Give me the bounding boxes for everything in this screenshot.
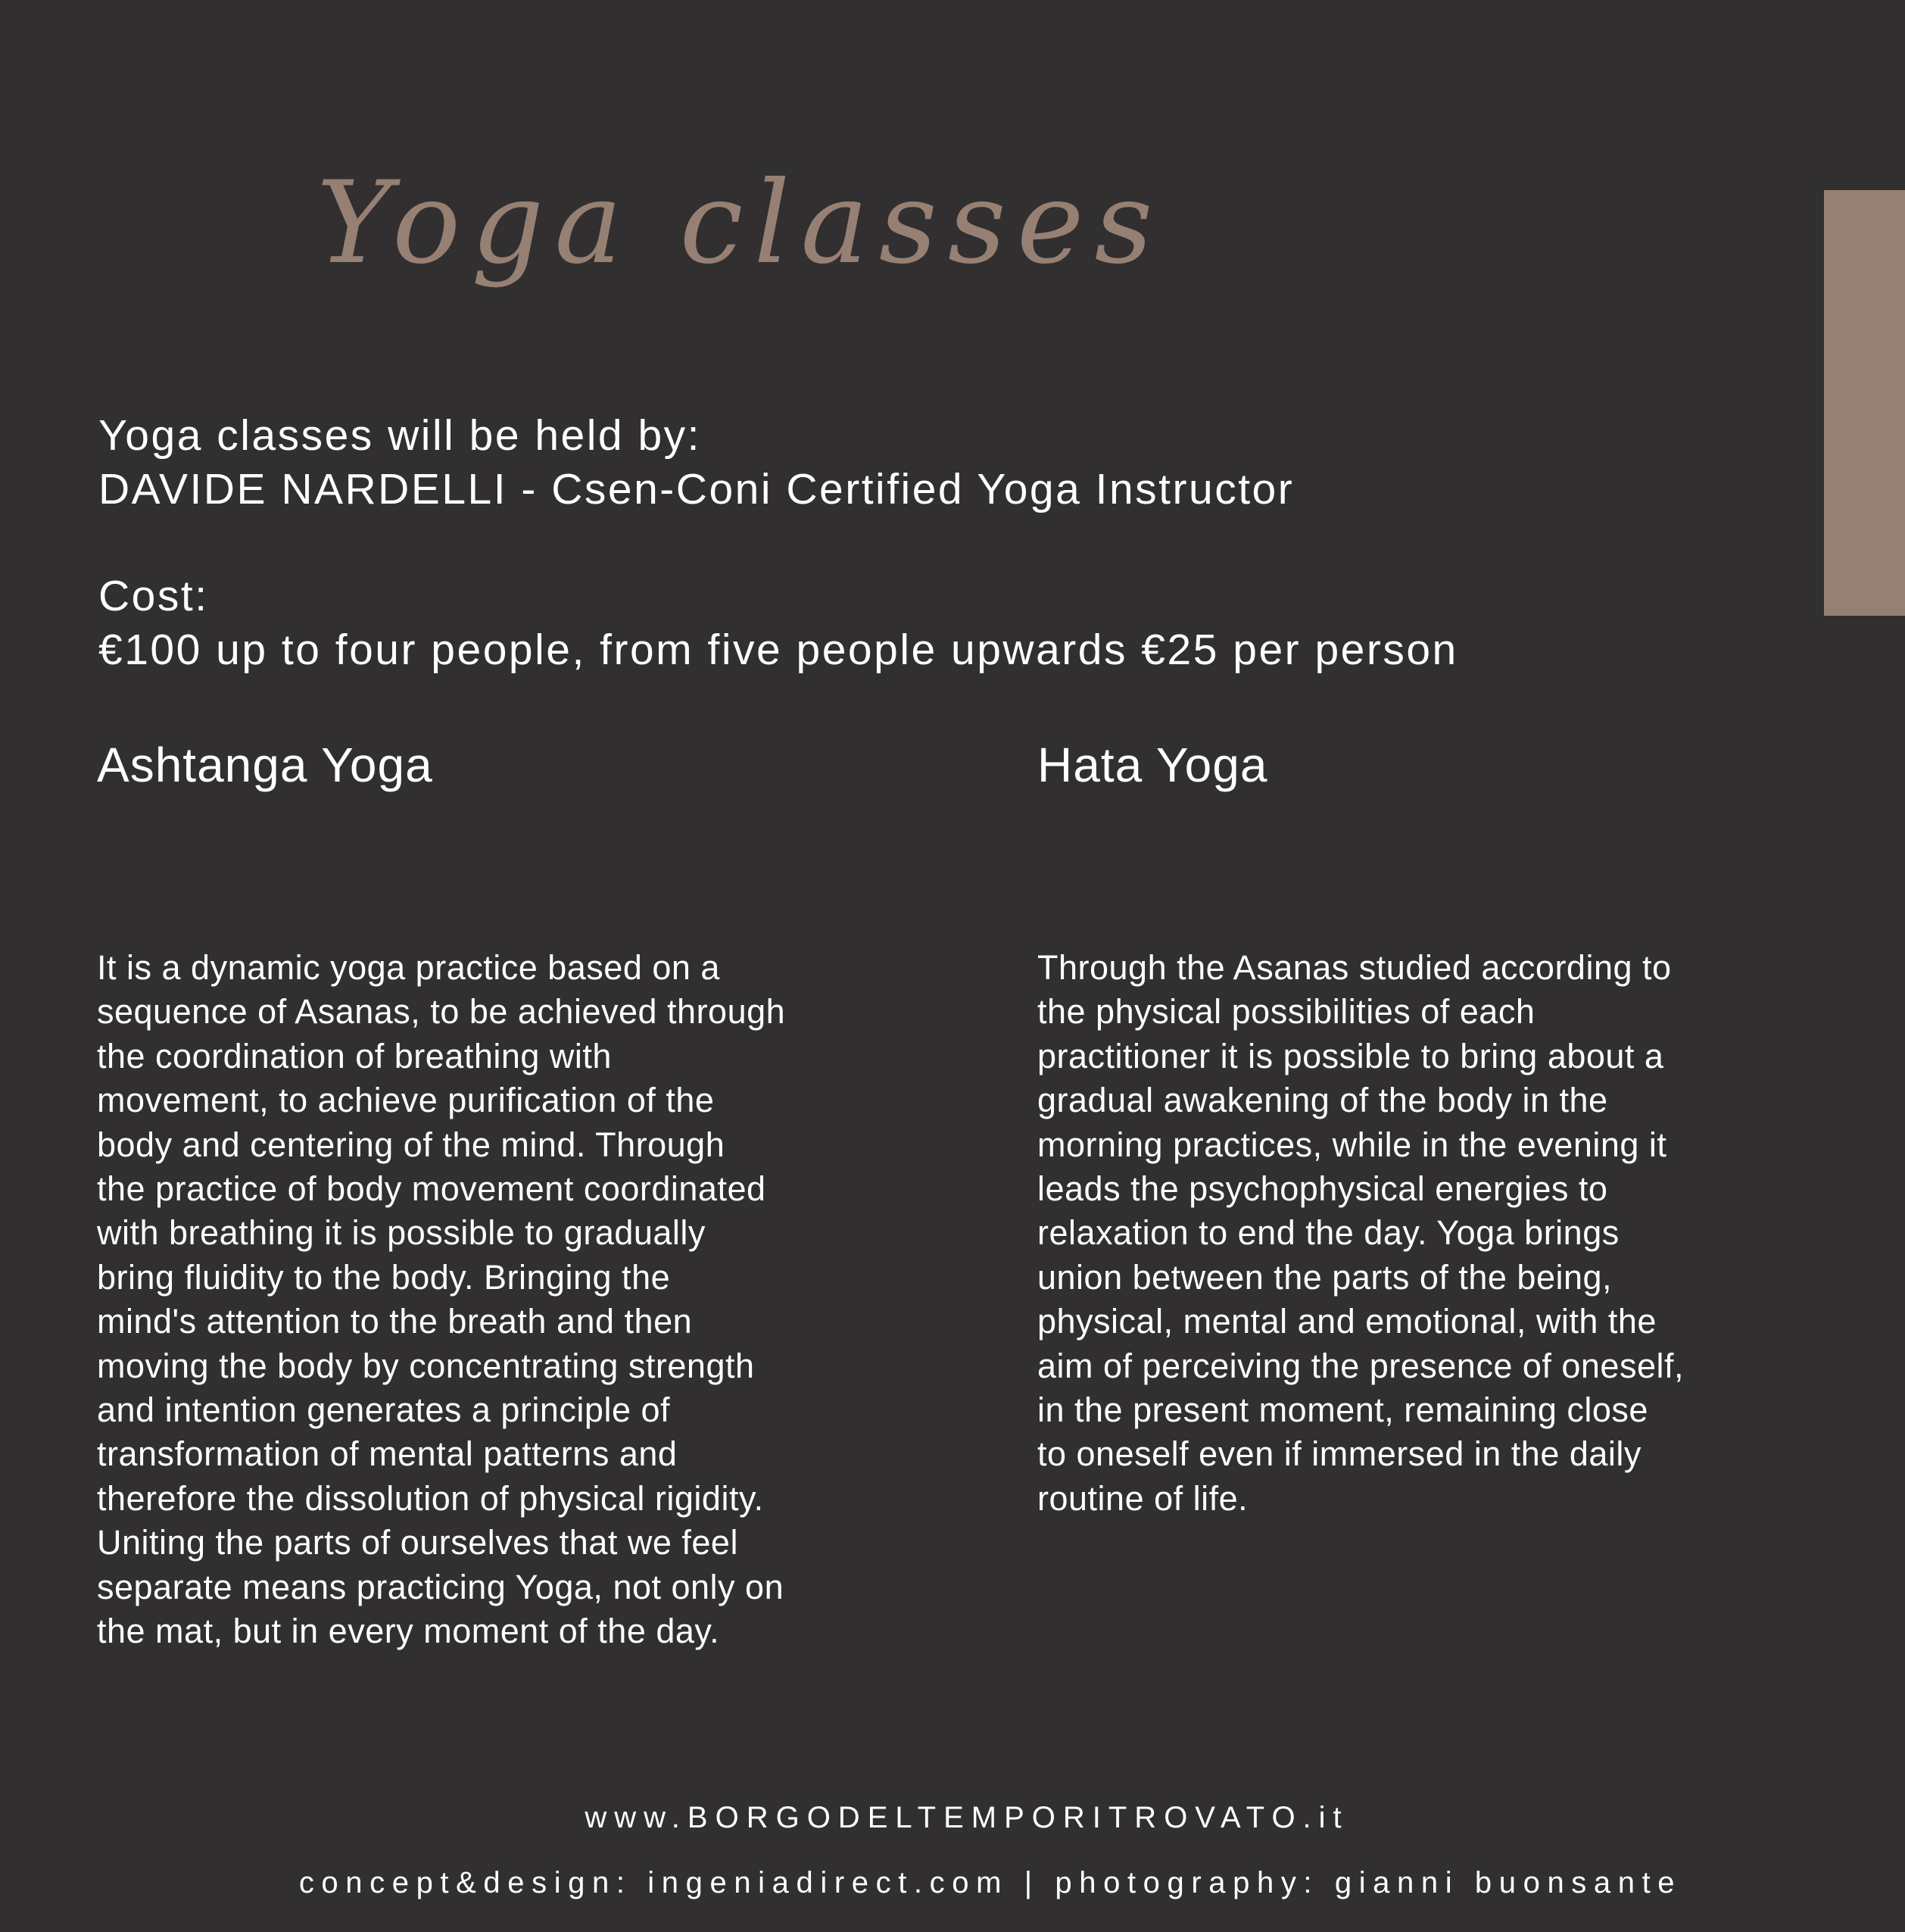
credits-line: concept&design: ingeniadirect.com | photography: gianni buonsante	[298, 1866, 1682, 1899]
cost-heading: Cost:	[98, 572, 209, 620]
accent-bar	[1824, 190, 1905, 616]
instructor-block	[98, 409, 1810, 517]
instructor-name: DAVIDE NARDELLI - Csen-Coni Certified Yoga Instructor	[98, 465, 1295, 513]
ashtanga-heading: Ashtanga Yoga	[97, 738, 433, 792]
cost-value: €100 up to four people, from five people upwards €25 per person	[98, 626, 1458, 674]
cost-block	[98, 570, 1810, 677]
hata-heading: Hata Yoga	[1037, 738, 1268, 792]
hata-section	[1037, 727, 1840, 1521]
ashtanga-section	[97, 727, 899, 1654]
website-link[interactable]: www.BORGODELTEMPORITROVATO.it	[585, 1801, 1349, 1834]
instructor-heading: Yoga classes will be held by:	[98, 411, 701, 460]
hata-description: Through the Asanas studied according to the physical possibilities of each practitioner it is possible to bring about a gradual awakening of the body in the morning practices, while in the evening it leads the psychophysical energies to relaxation to end the day. Yoga brings union between the parts of the being, physical, mental and emotional, with the aim of perceiving the presence of oneself, in the present moment, remaining close to oneself even if immersed in the daily routine of life.	[1037, 948, 1684, 1518]
page-title: Yoga classes	[316, 158, 1164, 289]
ashtanga-description: It is a dynamic yoga practice based on a sequence of Asanas, to be achieved through the coordination of breathing with movement, to achieve purification of the body and centering of the mind. Through the practice of body movement coordinated with breathing it is possible to gradually bring fluidity to the body. Bringing the mind's attention to the breath and then moving the body by concentrating strength and intention generates a principle of transformation of mental patterns and therefore the dissolution of physical rigidity. Uniting the parts of ourselves that we feel separate means practicing Yoga, not only on the mat, but in every moment of the day.	[97, 948, 786, 1651]
